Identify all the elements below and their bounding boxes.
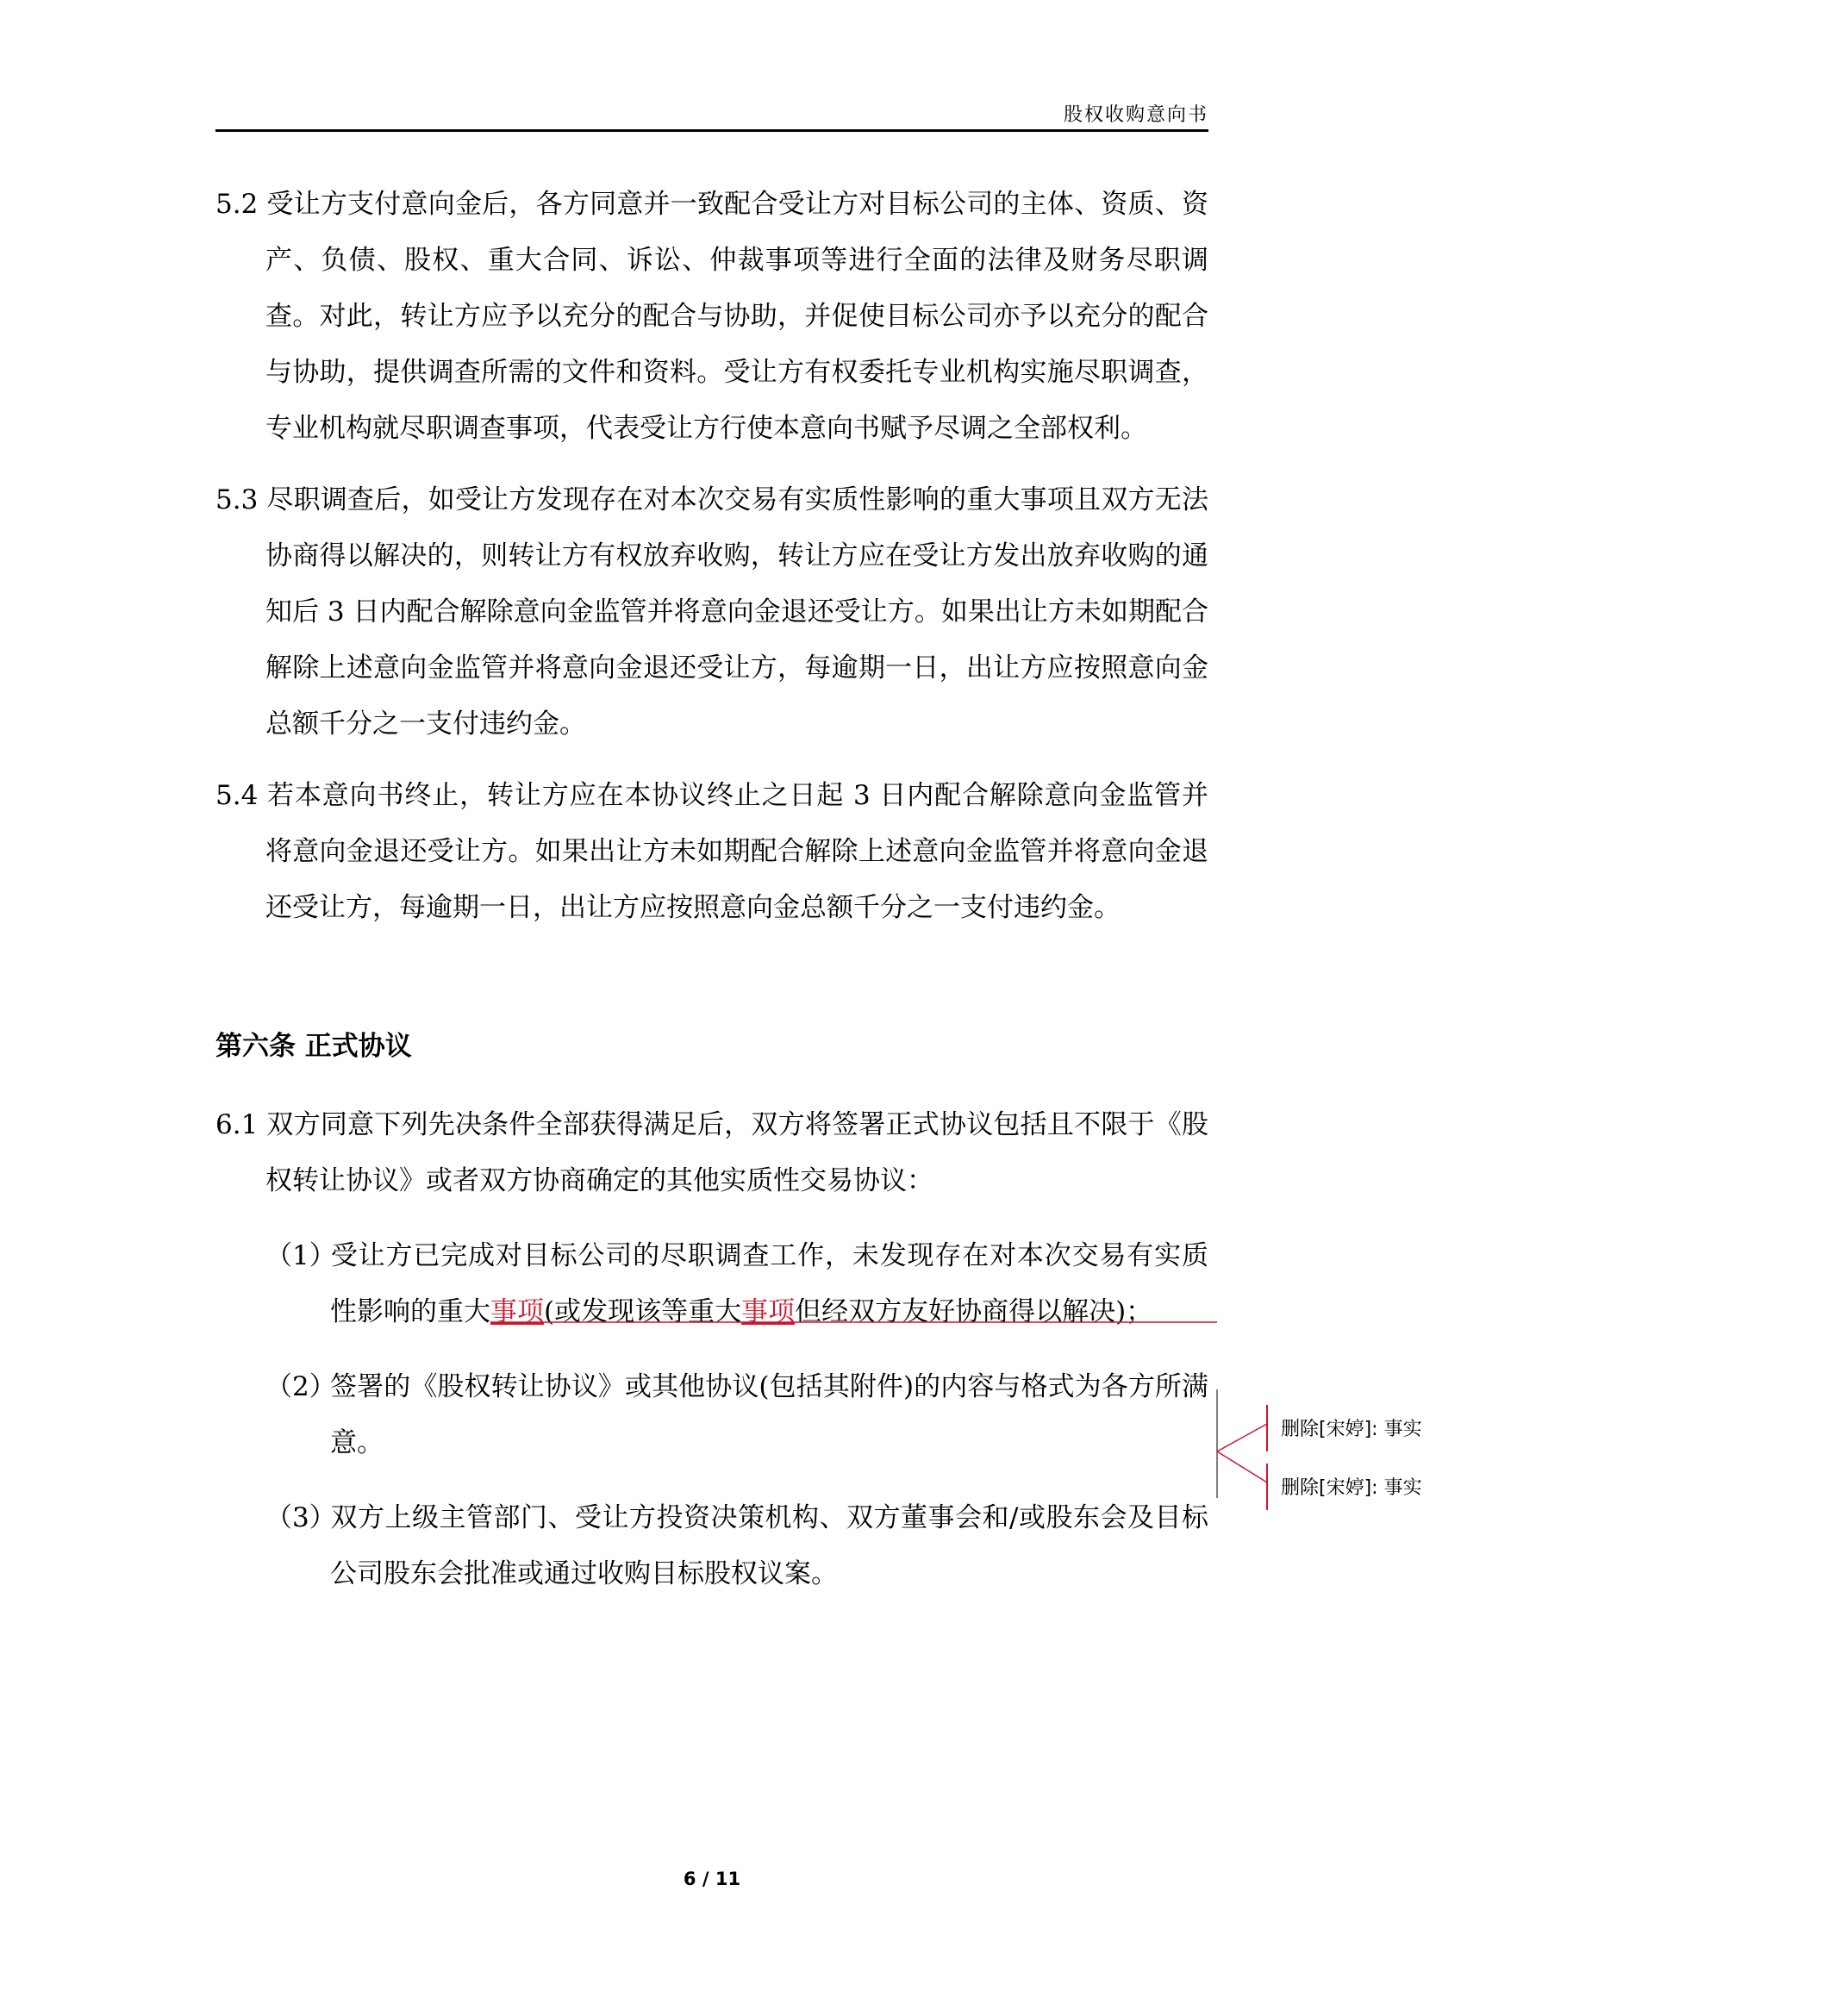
revision-balloon-2[interactable]: 删除[宋婷]: 事实 <box>1281 1477 1422 1499</box>
header-title: 股权收购意向书 <box>1063 104 1208 126</box>
article-6-heading: 第六条 正式协议 <box>215 1031 412 1062</box>
revision-balloon-1[interactable]: 删除[宋婷]: 事实 <box>1281 1419 1422 1440</box>
condition-1 <box>215 1228 1208 1340</box>
condition-1-text-a: 受让方已完成对目标公司的尽职调查工作，未发现存在对本次交易有实质性影响的重大 <box>330 1240 1208 1327</box>
clause-5-2: 5.2 受让方支付意向金后，各方同意并一致配合受让方对目标公司的主体、资质、资产、负债、股权、重大合同、诉讼、仲裁事项等进行全面的法律及财务尽职调查。对此，转让方应予以充分的配合与协助，并促使目标公司亦予以充分的配合与协助，提供调查所需的文件和资料。受让方有权委托专业机构实施尽职调查，专业机构就尽职调查事项，代表受让方行使本意向书赋予尽调之全部权利。 <box>215 189 1208 444</box>
condition-1-text-b: (或发现该等重大 <box>544 1296 742 1327</box>
condition-3-text: 双方上级主管部门、受让方投资决策机构、双方董事会和/或股东会及目标公司股东会批准或通过收购目标股权议案。 <box>330 1502 1208 1589</box>
condition-1-text-c: 但经双方友好协商得以解决)； <box>795 1296 1153 1327</box>
clause-5-3: 5.3 尽职调查后，如受让方发现存在对本次交易有实质性影响的重大事项且双方无法协商得以解决的，则转让方有权放弃收购，转让方应在受让方发出放弃收购的通知后 3 日内配合解除意向金监管并将意向金退还受让方。如果出让方未如期配合解除上述意向金监管并将意向金退还受让方，每逾期一日，出让方应按照意向金总额千分之一支付违约金。 <box>215 484 1208 740</box>
condition-2-marker: （2） <box>265 1371 336 1402</box>
balloon-connector-1 <box>1217 1424 1267 1451</box>
condition-3 <box>215 1490 1208 1602</box>
header-rule <box>215 129 1208 132</box>
condition-2-text: 签署的《股权转让协议》或其他协议(包括其附件)的内容与格式为各方所满意。 <box>330 1371 1208 1458</box>
condition-1-marker: （1） <box>265 1240 336 1271</box>
condition-3-marker: （3） <box>265 1502 336 1533</box>
condition-2 <box>215 1359 1208 1471</box>
inserted-text-2[interactable]: 事项 <box>741 1296 796 1327</box>
clause-6-1: 6.1 双方同意下列先决条件全部获得满足后，双方将签署正式协议包括且不限于《股权转让协议》或者双方协商确定的其他实质性交易协议： <box>215 1109 1208 1196</box>
inserted-text-1[interactable]: 事项 <box>490 1296 544 1327</box>
balloon-connector-2 <box>1217 1451 1267 1482</box>
document-body <box>215 177 1208 1602</box>
page-number: 6 / 11 <box>683 1869 741 1889</box>
clause-5-4: 5.4 若本意向书终止，转让方应在本协议终止之日起 3 日内配合解除意向金监管并将意向金退还受让方。如果出让方未如期配合解除上述意向金监管并将意向金退还受让方，每逾期一日，出让方应按照意向金总额千分之一支付违约金。 <box>215 780 1208 923</box>
